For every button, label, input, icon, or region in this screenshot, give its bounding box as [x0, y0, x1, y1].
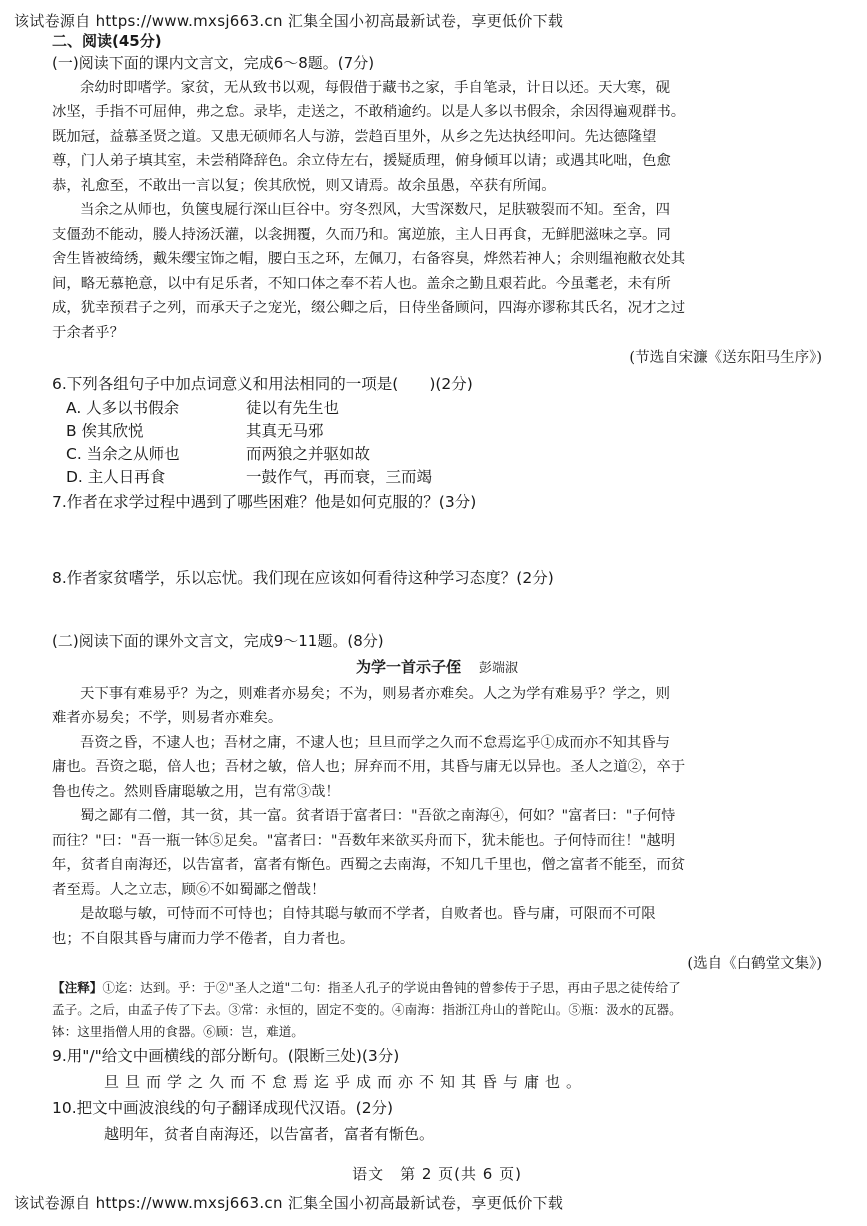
passage-line: 恭，礼愈至，不敢出一言以复；俟其欣悦，则又请焉。故余虽愚，卒获有所闻。: [52, 177, 556, 194]
question-6-options: [52, 397, 822, 489]
question-9-sentence[interactable]: 旦旦而学之久而不怠焉迄乎成而亦不知其昏与庸也。: [104, 1073, 588, 1091]
passage-line: 庸也。吾资之聪，倍人也；吾材之敏，倍人也；屏弃而不用，其昏与庸无以异也。圣人之道②，卒于: [52, 759, 686, 775]
answer-space-7[interactable]: [52, 515, 822, 565]
passage-line: 尊，门人弟子填其室，未尝稍降辞色。余立侍左右，援疑质理，俯身倾耳以请；或遇其叱咄，色愈: [52, 153, 671, 169]
source-banner-top: 该试卷源自 https://www.mxsj663.cn 汇集全国小初高最新试卷，享更低价下载: [14, 12, 564, 30]
question-6: 6.下列各组句子中加点词意义和用法相同的一项是( )(2分): [52, 375, 473, 393]
option-d: D. 主人日再食 一鼓作气，再而衰，三而竭: [66, 468, 433, 486]
option-a: A. 人多以书假余 徒以有先生也: [66, 399, 340, 417]
question-10: 10.把文中画波浪线的句子翻译成现代汉语。(2分): [52, 1099, 394, 1117]
part1-heading: (一)阅读下面的课内文言文，完成6～8题。(7分): [52, 54, 375, 72]
annotations: 【注释】①迄：达到。乎：于②"圣人之道"二句：指圣人孔子的学说由鲁钝的曾参传于子思，再由子思之徒传给了 孟子。之后，由孟子传了下去。③常：永恒的，固定不变的。④南海：指浙江舟山的普陀山。⑤瓶：汲水的瓦器。 钵：这里指僧人用的食器。⑥顾：岂，难道。: [52, 980, 682, 1039]
passage-line: 成，犹幸预君子之列，而承天子之宠光，缀公卿之后，日侍坐备顾问，四海亦谬称其氏名，况才之过: [52, 300, 686, 316]
passage-line: 支僵劲不能动，媵人持汤沃灌，以衾拥覆，久而乃和。寓逆旅，主人日再食，无鲜肥滋味之享。同: [52, 226, 671, 243]
option-c: C. 当余之从师也 而两狼之并驱如故: [66, 445, 371, 463]
question-7: 7.作者在求学过程中遇到了哪些困难？他是如何克服的？(3分): [52, 493, 477, 511]
passage-line: 吾资之昏，不逮人也；吾材之庸，不逮人也；旦旦而学之久而不怠焉迄乎①成而亦不知其昏与: [80, 734, 671, 751]
question-9: 9.用"/"给文中画横线的部分断句。(限断三处)(3分): [52, 1047, 400, 1065]
passage-line: 当余之从师也，负箧曳屣行深山巨谷中。穷冬烈风，大雪深数尺，足肤皲裂而不知。至舍，四: [80, 202, 671, 218]
exam-page: [52, 30, 822, 1184]
passage-line: 而往？"曰："吾一瓶一钵⑤足矣。"富者曰："吾数年来欲买舟而下，犹未能也。子何恃而往！"越明: [52, 832, 676, 849]
passage-line: 也；不自限其昏与庸而力学不倦者，自力者也。: [52, 930, 355, 947]
passage-line: 舍生皆被绮绣，戴朱缨宝饰之帽，腰白玉之环，左佩刀，右备容臭，烨然若神人；余则缊袍敝衣处其: [52, 251, 686, 267]
passage-line: 蜀之鄙有二僧，其一贫，其一富。贫者语于富者曰："吾欲之南海④，何如？"富者曰："子何恃: [80, 808, 676, 824]
part1-source: (节选自宋濂《送东阳马生序》): [629, 350, 822, 366]
passage-line: 鲁也传之。然则昏庸聪敏之用，岂有常③哉！: [52, 783, 340, 800]
annotation-label: 【注释】: [52, 980, 103, 995]
source-banner-bottom: 该试卷源自 https://www.mxsj663.cn 汇集全国小初高最新试卷，享更低价下载: [14, 1194, 564, 1212]
passage-line: 间，略无慕艳意，以中有足乐者，不知口体之奉不若人也。盖余之勤且艰若此。今虽耄老，未有所: [52, 275, 671, 292]
passage2-author: 彭端淑: [479, 660, 519, 676]
passage-line: 年，贫者自南海还，以告富者，富者有惭色。西蜀之去南海，不知几千里也，僧之富者不能至，而贫: [52, 857, 686, 873]
option-b: B 俟其欣悦 其真无马邪: [66, 422, 324, 440]
answer-space-8[interactable]: [52, 591, 822, 629]
passage2-title: 为学一首示子侄 彭端淑: [355, 657, 519, 676]
part2-heading: (二)阅读下面的课外文言文，完成9～11题。(8分): [52, 632, 384, 650]
part1-passage: [52, 76, 822, 346]
passage-line: 余幼时即嗜学。家贫，无从致书以观，每假借于藏书之家，手自笔录，计日以还。天大寒，砚: [80, 79, 671, 96]
page-footer: 语文 第 2 页(共 6 页): [352, 1165, 522, 1183]
passage-line: 于余者乎？: [52, 324, 124, 341]
question-10-sentence: 越明年，贫者自南海还，以告富者，富者有惭色。: [104, 1125, 435, 1143]
passage-line: 是故聪与敏，可恃而不可恃也；自恃其聪与敏而不学者，自败者也。昏与庸，可限而不可限: [80, 906, 656, 922]
passage-line: 天下事有难易乎？为之，则难者亦易矣；不为，则易者亦难矣。人之为学有难易乎？学之，则: [80, 685, 671, 702]
section-title: 二、阅读(45分): [52, 32, 162, 50]
passage-line: 既加冠，益慕圣贤之道。又患无硕师名人与游，尝趋百里外，从乡之先达执经叩问。先达德隆望: [52, 128, 657, 145]
question-8: 8.作者家贫嗜学，乐以忘忧。我们现在应该如何看待这种学习态度？(2分): [52, 569, 554, 587]
passage-line: 冰坚，手指不可屈伸，弗之怠。录毕，走送之，不敢稍逾约。以是人多以书假余，余因得遍观群书。: [52, 104, 686, 120]
part2-source: (选自《白鹤堂文集》): [687, 956, 822, 972]
passage-line: 难者亦易矣；不学，则易者亦难矣。: [52, 710, 283, 726]
passage-line: 者至焉。人之立志，顾⑥不如蜀鄙之僧哉！: [52, 881, 326, 898]
part2-passage: [52, 682, 822, 952]
